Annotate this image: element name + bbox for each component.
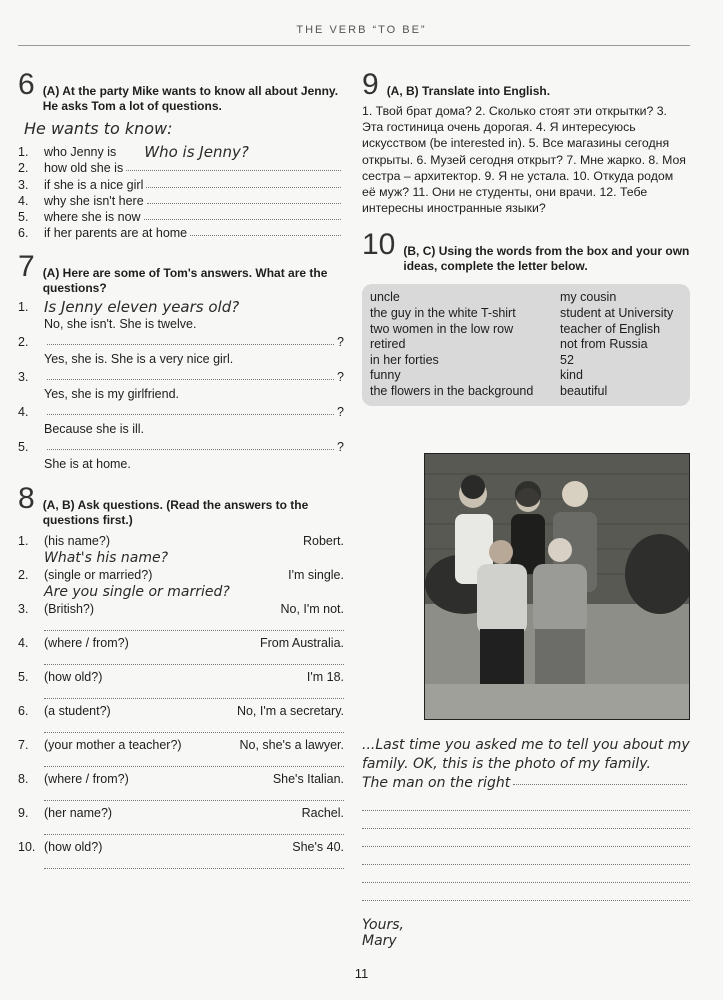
answer-line[interactable] — [362, 829, 690, 847]
item-number: 6. — [18, 226, 29, 241]
page-header: THE VERB “TO BE” — [296, 24, 427, 36]
answer-line[interactable] — [44, 618, 344, 631]
item-number: 5. — [18, 439, 29, 454]
list-item — [18, 144, 344, 160]
translation-text: 1. Твой брат дома? 2. Сколько стоят эти открытки? 3. Эта гостиница очень дорогая. 4. Я интересуюсь искусством (be interested in). 5. Все магазины сегодня открыты. 6. Музей сегодня открыт? 7. Мне жарко. 8. Моя сестра – архитектор. 9. Я не устала. 10. Откуда родом её муж? 11. Они не студенты, они врачи. 12. Тебе интересны иностранные языки? — [362, 104, 686, 216]
word-box — [362, 284, 690, 405]
box-word: funny — [370, 368, 401, 383]
exercise-7 — [18, 249, 344, 474]
item-number: 1. — [18, 299, 29, 314]
exercise-7-list — [18, 299, 344, 474]
exercise-instruction: (B, C) Using the words from the box and your own ideas, complete the letter below. — [403, 244, 690, 274]
item-number: 1. — [18, 145, 29, 159]
exercise-number: 7 — [18, 249, 35, 283]
handwritten-question: What's his name? — [44, 549, 169, 566]
item-text: if she is a nice girl — [44, 177, 144, 192]
item-text: where she is now — [44, 210, 141, 225]
family-photo-image — [425, 454, 689, 719]
box-word: the flowers in the background — [370, 383, 534, 398]
list-item — [18, 567, 344, 584]
item-answer: I'm 18. — [306, 669, 344, 684]
given-answer: Because she is ill. — [44, 422, 145, 437]
answer-line[interactable] — [513, 774, 687, 785]
given-answer: Yes, she is my girlfriend. — [44, 387, 180, 402]
item-cue: (his name?) — [44, 533, 110, 548]
item-answer: Rachel. — [301, 805, 344, 820]
list-item — [18, 334, 344, 352]
item-number: 6. — [18, 703, 29, 718]
list-item — [18, 193, 344, 209]
list-item — [18, 160, 344, 176]
answer-line[interactable] — [44, 686, 344, 699]
box-word: two women in the low row — [370, 321, 514, 336]
item-cue: (single or married?) — [44, 567, 153, 582]
list-item — [18, 369, 344, 387]
question-mark: ? — [337, 439, 344, 454]
box-word: student at University — [560, 306, 674, 321]
left-column — [18, 68, 344, 873]
item-number: 3. — [18, 601, 29, 616]
answer-line[interactable] — [126, 160, 341, 171]
list-item — [18, 703, 344, 720]
item-answer: No, I'm a secretary. — [236, 703, 344, 718]
item-number: 2. — [18, 161, 29, 176]
item-number: 8. — [18, 771, 29, 786]
answer-line[interactable] — [47, 369, 334, 380]
list-item — [18, 737, 344, 754]
answer-line[interactable] — [362, 793, 690, 811]
exercise-number: 6 — [18, 68, 35, 101]
item-cue: (where / from?) — [44, 635, 129, 650]
box-word: not from Russia — [560, 337, 648, 352]
exercise-8-list — [18, 533, 344, 869]
list-item — [18, 209, 344, 225]
box-word: kind — [560, 368, 583, 383]
exercise-number: 10 — [362, 228, 396, 262]
box-word: retired — [370, 337, 406, 352]
item-cue: (a student?) — [44, 703, 111, 718]
question-mark: ? — [337, 404, 344, 419]
item-number: 3. — [18, 369, 29, 384]
item-number: 5. — [18, 669, 29, 684]
answer-line[interactable] — [47, 404, 334, 415]
item-answer: She's 40. — [292, 839, 344, 854]
list-item — [18, 225, 344, 241]
answer-line[interactable] — [47, 334, 334, 345]
question-mark: ? — [337, 334, 344, 349]
item-number: 4. — [18, 404, 29, 419]
letter-start: The man on the right — [362, 775, 511, 791]
list-item — [18, 177, 344, 193]
item-number: 9. — [18, 805, 29, 820]
exercise-number: 9 — [362, 68, 379, 101]
exercise-subtitle: He wants to know: — [24, 119, 173, 138]
list-item — [18, 404, 344, 422]
item-number: 1. — [18, 533, 29, 548]
item-answer: No, she's a lawyer. — [239, 737, 344, 752]
answer-line[interactable] — [47, 439, 334, 450]
answer-line[interactable] — [362, 847, 690, 865]
exercise-6-list — [18, 144, 344, 242]
item-answer: I'm single. — [288, 567, 344, 582]
box-word: beautiful — [560, 383, 608, 398]
exercise-10 — [362, 228, 690, 405]
answer-line[interactable] — [147, 193, 341, 204]
box-word: in her forties — [370, 352, 439, 367]
handwritten-answer: Who is Jenny? — [144, 143, 249, 161]
exercise-number: 8 — [18, 481, 35, 515]
list-item — [18, 533, 344, 550]
page-number: 11 — [354, 966, 369, 981]
letter-intro: ...Last time you asked me to tell you about my family. OK, this is the photo of my family. — [362, 737, 690, 772]
item-number: 4. — [18, 193, 29, 208]
item-number: 7. — [18, 737, 29, 752]
item-cue: (how old?) — [44, 669, 103, 684]
letter-closing: Yours, — [362, 917, 404, 933]
handwritten-question: Are you single or married? — [44, 583, 230, 600]
box-word: uncle — [370, 290, 400, 305]
answer-line[interactable] — [362, 865, 690, 883]
answer-line[interactable] — [44, 720, 344, 733]
given-answer: No, she isn't. She is twelve. — [44, 317, 197, 332]
answer-line[interactable] — [362, 811, 690, 829]
item-answer: Robert. — [303, 533, 344, 548]
box-word: my cousin — [560, 290, 617, 305]
box-word: teacher of English — [560, 321, 661, 336]
exercise-instruction: (A) Here are some of Tom's answers. What are the questions? — [42, 265, 328, 295]
item-number: 2. — [18, 567, 29, 582]
item-text: how old she is — [44, 161, 124, 176]
list-item — [18, 635, 344, 652]
exercise-9 — [362, 68, 690, 216]
item-cue: (British?) — [44, 601, 95, 616]
exercise-instruction: (A, B) Translate into English. — [386, 84, 551, 98]
list-item — [18, 771, 344, 788]
item-number: 4. — [18, 635, 29, 650]
item-answer: She's Italian. — [272, 771, 344, 786]
family-photo — [424, 453, 690, 720]
item-cue: (how old?) — [44, 839, 103, 854]
item-cue: (her name?) — [44, 805, 113, 820]
answer-line[interactable] — [190, 225, 341, 236]
item-cue: (your mother a teacher?) — [44, 737, 182, 752]
answer-line[interactable] — [146, 177, 341, 188]
letter — [362, 736, 690, 949]
item-answer: No, I'm not. — [280, 601, 344, 616]
letter-lines — [362, 793, 690, 901]
answer-line[interactable] — [44, 856, 344, 869]
box-word: the guy in the white T-shirt — [370, 306, 516, 321]
item-answer: From Australia. — [259, 635, 344, 650]
item-number: 5. — [18, 210, 29, 225]
answer-line[interactable] — [44, 652, 344, 665]
list-item — [18, 669, 344, 686]
right-column — [362, 68, 690, 406]
list-item — [18, 439, 344, 457]
list-item — [18, 601, 344, 618]
item-text: if her parents are at home — [44, 226, 188, 241]
header-divider — [18, 45, 690, 46]
exercise-8 — [18, 481, 344, 869]
answer-line[interactable] — [144, 209, 341, 220]
given-answer: She is at home. — [44, 457, 131, 472]
handwritten-question: Is Jenny eleven years old? — [44, 297, 240, 316]
list-item — [18, 299, 344, 317]
item-number: 3. — [18, 177, 29, 192]
letter-signature: Mary — [362, 933, 397, 949]
item-text: why she isn't here — [44, 193, 144, 208]
answer-line[interactable] — [44, 788, 344, 801]
item-number: 2. — [18, 334, 29, 349]
item-cue: (where / from?) — [44, 771, 129, 786]
item-text: who Jenny is — [44, 145, 117, 159]
answer-line[interactable] — [362, 883, 690, 901]
answer-line[interactable] — [44, 754, 344, 767]
exercise-instruction: (A, B) Ask questions. (Read the answers to the questions first.) — [42, 497, 309, 527]
exercise-6 — [18, 68, 344, 242]
box-word: 52 — [560, 352, 574, 367]
given-answer: Yes, she is. She is a very nice girl. — [44, 352, 234, 367]
list-item — [18, 839, 344, 856]
item-number: 10. — [18, 839, 36, 854]
list-item — [18, 805, 344, 822]
answer-line[interactable] — [44, 822, 344, 835]
question-mark: ? — [337, 369, 344, 384]
exercise-instruction: (A) At the party Mike wants to know all about Jenny. He asks Tom a lot of questions. — [42, 84, 339, 113]
